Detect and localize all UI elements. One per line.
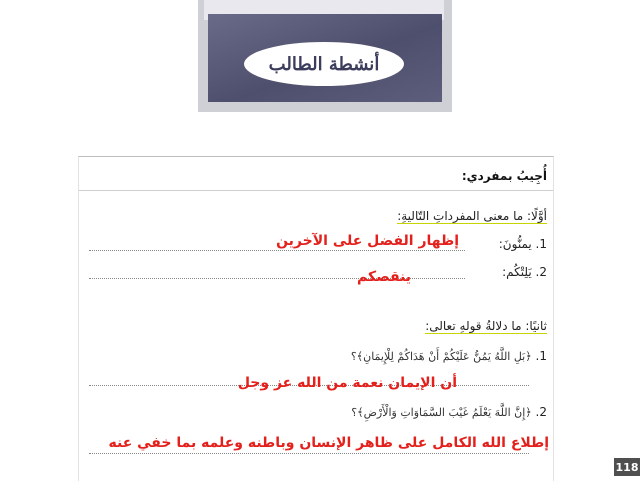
- part2-item2-label: [351, 405, 547, 419]
- exercise-card: [78, 156, 554, 481]
- part2-item2-ayah: ﴿إِنَّ اللَّهَ يَعْلَمُ غَيْبَ السَّمَاوَاتِ وَالْأَرْضِ﴾؟: [351, 406, 532, 419]
- instruction-heading: أُجِيبُ بمفردي:: [461, 169, 547, 183]
- heading-divider: [79, 190, 553, 191]
- part1-item1-answer[interactable]: إظهار الفضل على الآخرين: [276, 233, 459, 249]
- banner-title: أنشطة الطالب: [244, 42, 404, 86]
- part2-item1-answer[interactable]: أن الإيمان نعمة من الله عز وجل: [237, 375, 457, 391]
- part2-item2-answer-line: [89, 453, 529, 454]
- part2-item2-number: 2.: [535, 405, 547, 419]
- part1-item2-answer[interactable]: ينقصكم: [357, 269, 411, 285]
- part2-heading: [425, 319, 547, 334]
- part2-item1-ayah: ﴿بَلِ اللَّهُ يَمُنُّ عَلَيْكُمْ أَنْ هَدَاكُمْ لِلْإِيمَانِ﴾؟: [350, 350, 532, 363]
- part1-heading-text: أوَّلًا: ما معنى المفرداتِ التّاليةِ:: [397, 209, 547, 223]
- banner-box: [208, 14, 442, 102]
- part1-item2-label: 2. يَلِتْكُم:: [502, 265, 547, 279]
- page-number-badge: 118: [614, 458, 640, 476]
- part1-item1-answer-line: [89, 250, 465, 251]
- part2-item1-number: 1.: [535, 349, 547, 363]
- activity-banner: [198, 0, 452, 112]
- part2-item1-label: [351, 349, 547, 363]
- part2-item2-answer[interactable]: إطلاع الله الكامل على ظاهر الإنسان وباطنه وعلمه بما خفي عنه: [108, 435, 549, 451]
- part1-heading: [397, 209, 547, 224]
- part1-item1-label: 1. يمنُّونَ:: [498, 237, 547, 251]
- part2-heading-text: ثانيًا: ما دلالةُ قولهِ تعالى:: [425, 319, 547, 333]
